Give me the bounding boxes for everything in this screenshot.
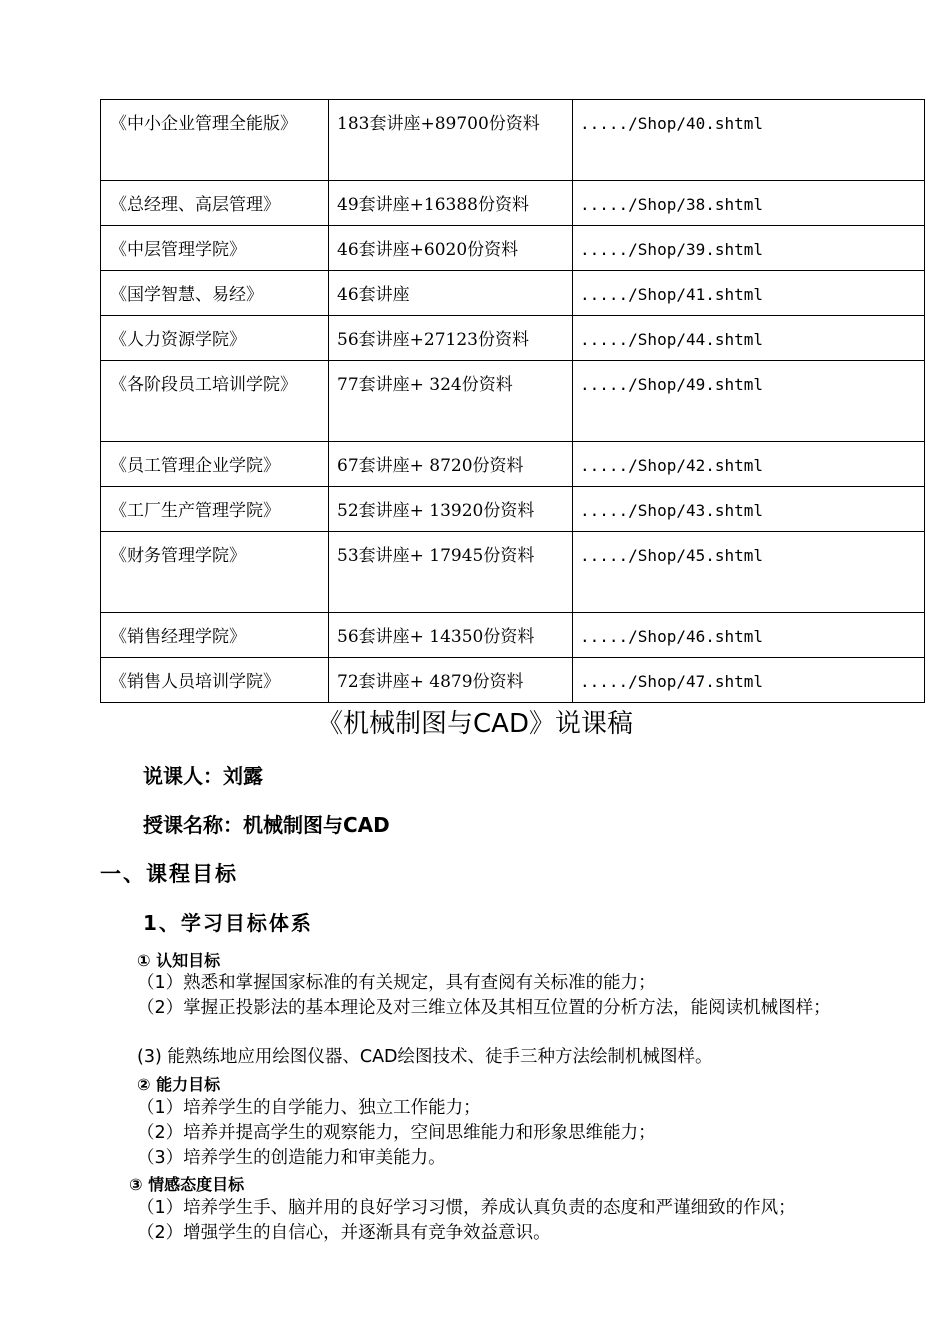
course-content-cell: 56套讲座+27123份资料 bbox=[329, 316, 573, 361]
table-row bbox=[101, 226, 925, 271]
course-link-cell[interactable]: ...../Shop/49.shtml bbox=[573, 361, 925, 442]
section-heading: 一、课程目标 bbox=[100, 862, 238, 886]
table-row bbox=[101, 532, 925, 613]
course-name-cell: 《中小企业管理全能版》 bbox=[101, 100, 329, 181]
course-content-cell: 53套讲座+ 17945份资料 bbox=[329, 532, 573, 613]
course-content-cell: 72套讲座+ 4879份资料 bbox=[329, 658, 573, 703]
table-row bbox=[101, 361, 925, 442]
course-content-cell: 67套讲座+ 8720份资料 bbox=[329, 442, 573, 487]
course-link-cell[interactable]: ...../Shop/45.shtml bbox=[573, 532, 925, 613]
course-name-cell: 《总经理、高层管理》 bbox=[101, 181, 329, 226]
course-content-cell: 46套讲座+6020份资料 bbox=[329, 226, 573, 271]
table-row bbox=[101, 316, 925, 361]
document-title: 《机械制图与CAD》说课稿 bbox=[317, 709, 633, 739]
attitude-item: （2）增强学生的自信心，并逐渐具有竞争效益意识。 bbox=[137, 1223, 551, 1243]
course-name-cell: 《财务管理学院》 bbox=[101, 532, 329, 613]
speaker-line: 说课人：刘露 bbox=[143, 764, 263, 788]
course-name-cell: 《中层管理学院》 bbox=[101, 226, 329, 271]
ability-item: （2）培养并提高学生的观察能力，空间思维能力和形象思维能力； bbox=[137, 1123, 656, 1143]
table-row bbox=[101, 442, 925, 487]
course-link-cell[interactable]: ...../Shop/44.shtml bbox=[573, 316, 925, 361]
ability-goal-heading: ② 能力目标 bbox=[137, 1075, 221, 1094]
table-row bbox=[101, 658, 925, 703]
cognitive-item: (3) 能熟练地应用绘图仪器、CAD绘图技术、徒手三种方法绘制机械图样。 bbox=[137, 1047, 713, 1067]
course-link-cell[interactable]: ...../Shop/46.shtml bbox=[573, 613, 925, 658]
attitude-item: （1）培养学生手、脑并用的良好学习习惯，养成认真负责的态度和严谨细致的作风； bbox=[137, 1198, 796, 1218]
course-name-cell: 《销售人员培训学院》 bbox=[101, 658, 329, 703]
course-name-cell: 《人力资源学院》 bbox=[101, 316, 329, 361]
course-content-cell: 56套讲座+ 14350份资料 bbox=[329, 613, 573, 658]
attitude-goal-heading: ③ 情感态度目标 bbox=[129, 1175, 245, 1194]
course-name-cell: 《工厂生产管理学院》 bbox=[101, 487, 329, 532]
subsection-heading: 1、学习目标体系 bbox=[143, 911, 313, 935]
course-link-cell[interactable]: ...../Shop/42.shtml bbox=[573, 442, 925, 487]
course-content-cell: 52套讲座+ 13920份资料 bbox=[329, 487, 573, 532]
course-name-cell: 《各阶段员工培训学院》 bbox=[101, 361, 329, 442]
course-link-cell[interactable]: ...../Shop/39.shtml bbox=[573, 226, 925, 271]
table-row bbox=[101, 487, 925, 532]
course-content-cell: 77套讲座+ 324份资料 bbox=[329, 361, 573, 442]
course-name-cell: 《国学智慧、易经》 bbox=[101, 271, 329, 316]
cognitive-item: （2）掌握正投影法的基本理论及对三维立体及其相互位置的分析方法，能阅读机械图样； bbox=[137, 998, 831, 1018]
course-name-cell: 《销售经理学院》 bbox=[101, 613, 329, 658]
table-row bbox=[101, 100, 925, 181]
course-content-cell: 46套讲座 bbox=[329, 271, 573, 316]
course-link-cell[interactable]: ...../Shop/40.shtml bbox=[573, 100, 925, 181]
course-link-cell[interactable]: ...../Shop/43.shtml bbox=[573, 487, 925, 532]
course-content-cell: 49套讲座+16388份资料 bbox=[329, 181, 573, 226]
ability-item: （3）培养学生的创造能力和审美能力。 bbox=[137, 1148, 446, 1168]
course-content-cell: 183套讲座+89700份资料 bbox=[329, 100, 573, 181]
course-name-line: 授课名称：机械制图与CAD bbox=[143, 813, 390, 837]
course-link-cell[interactable]: ...../Shop/38.shtml bbox=[573, 181, 925, 226]
table-row bbox=[101, 613, 925, 658]
course-link-cell[interactable]: ...../Shop/41.shtml bbox=[573, 271, 925, 316]
course-name-cell: 《员工管理企业学院》 bbox=[101, 442, 329, 487]
cognitive-goal-heading: ① 认知目标 bbox=[137, 951, 221, 970]
table-row bbox=[101, 181, 925, 226]
ability-item: （1）培养学生的自学能力、独立工作能力； bbox=[137, 1098, 481, 1118]
cognitive-item: （1）熟悉和掌握国家标准的有关规定，具有查阅有关标准的能力； bbox=[137, 973, 656, 993]
course-link-cell[interactable]: ...../Shop/47.shtml bbox=[573, 658, 925, 703]
table-row bbox=[101, 271, 925, 316]
course-catalog-table bbox=[100, 99, 925, 703]
